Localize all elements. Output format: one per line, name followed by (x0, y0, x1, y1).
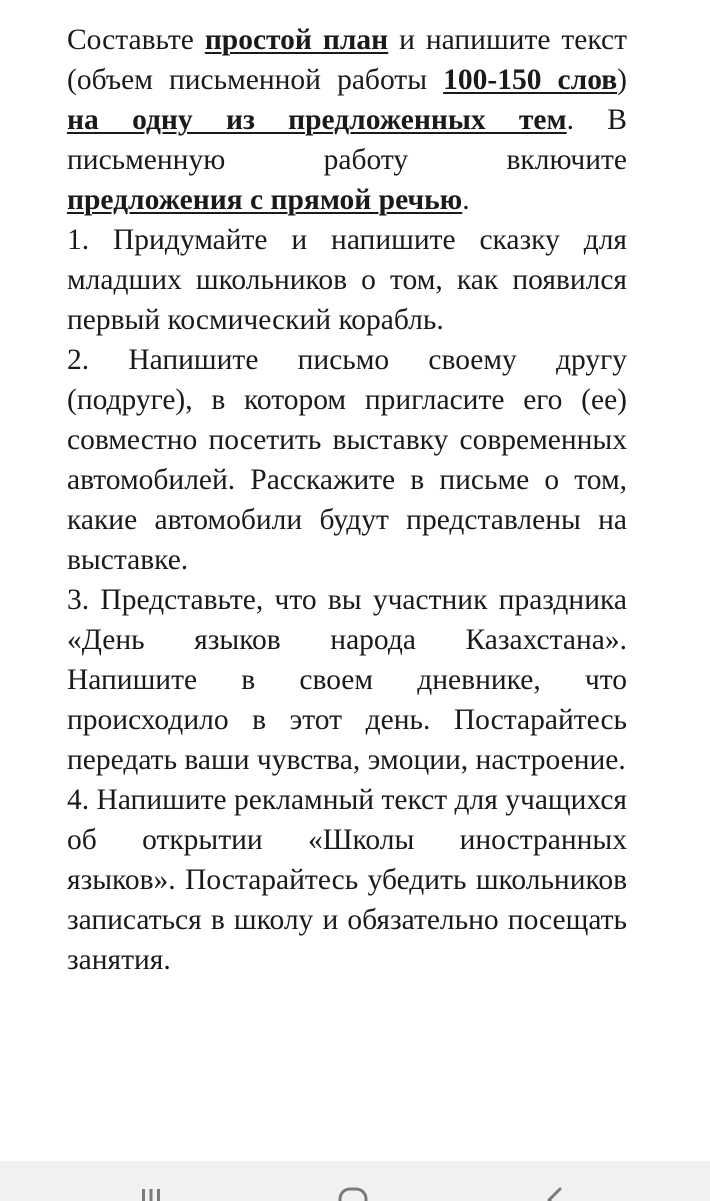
intro-text: ) (617, 64, 627, 96)
assignment-document (67, 20, 627, 980)
task-intro (67, 20, 627, 220)
intro-emphasis-simple-plan: простой план (204, 24, 389, 56)
intro-text: и напишите текст (объем письменной работы (67, 24, 627, 96)
topic-4: 4. Напишите рекламный текст для учащихся об открытии «Школы иностранных языков». Постарайтесь убедить школьников записаться в школу и обязательно посещать занятия. (67, 784, 627, 976)
recent-apps-button[interactable] (136, 1187, 166, 1201)
home-button[interactable] (336, 1187, 370, 1201)
recent-apps-icon (136, 1187, 166, 1201)
back-icon (540, 1187, 570, 1201)
intro-text: . (462, 184, 470, 216)
back-button[interactable] (540, 1187, 570, 1201)
home-icon (336, 1187, 370, 1201)
topic-3: 3. Представьте, что вы участник праздника «День языков народа Казахстана». Напишите в своем дневнике, что происходило в этот день. Постарайтесь передать ваши чувства, эмоции, настроение. (67, 584, 627, 776)
topic-2: 2. Напишите письмо своему другу (подруге), в котором пригласите его (ее) совместно посетить выставку современных автомобилей. Расскажите в письме о том, какие автомобили будут представлены на выставке. (67, 344, 627, 576)
intro-emphasis-word-count: 100-150 слов (443, 64, 618, 96)
system-navigation-bar (0, 1161, 710, 1201)
intro-text: Составьте (67, 24, 205, 56)
intro-emphasis-direct-speech: предложения с прямой речью (67, 184, 463, 216)
intro-emphasis-one-topic: на одну из предложенных тем (67, 104, 567, 136)
topic-1: 1. Придумайте и напишите сказку для младших школьников о том, как появился первый космический корабль. (67, 224, 627, 336)
intro-text: . В письменную работу включите (67, 104, 627, 176)
